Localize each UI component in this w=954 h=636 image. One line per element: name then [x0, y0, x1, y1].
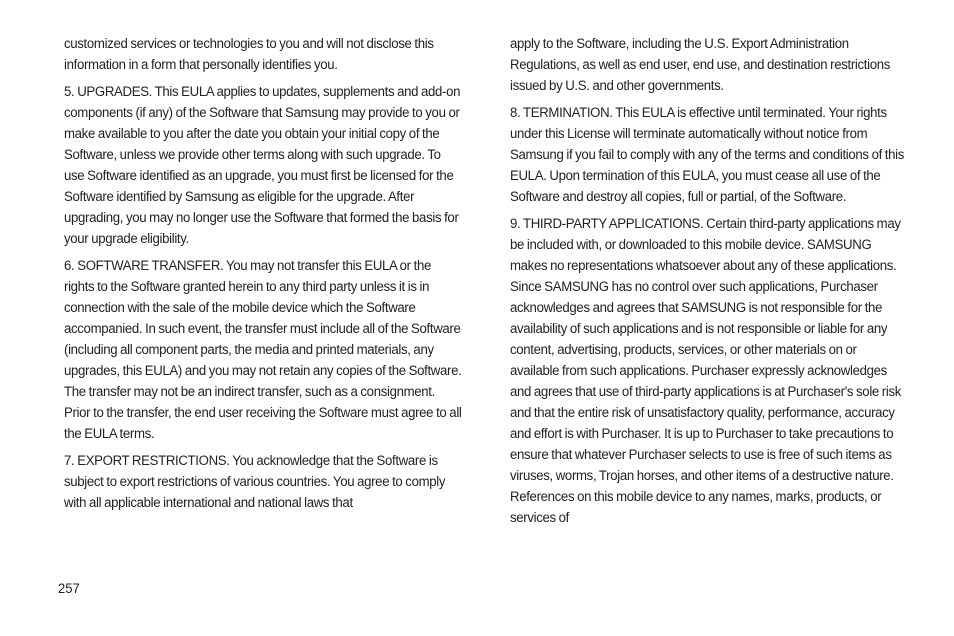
paragraph-upgrades: 5. UPGRADES. This EULA applies to updates, supplements and add-on components (if any) of the Software that Samsung may provide to you or make available to you after the date you obtain your initial copy of the Software, unless we provide other terms along with such upgrade. To use Software identified as an upgrade, you must first be licensed for the Software identified by Samsung as eligible for the upgrade. After upgrading, you may no longer use the Software that formed the basis for your upgrade eligibility.	[64, 84, 461, 247]
paragraph-export-restrictions: 7. EXPORT RESTRICTIONS. You acknowledge that the Software is subject to export restrictions of various countries. You agree to comply with all applicable international and national laws that	[64, 453, 446, 511]
paragraph-software-transfer: 6. SOFTWARE TRANSFER. You may not transfer this EULA or the rights to the Software granted herein to any third party unless it is in connection with the sale of the mobile device which the Software accompanied. In such event, the transfer must include all of the Software (including all component parts, the media and printed materials, any upgrades, this EULA) and you may not retain any copies of the Software. The transfer may not be an indirect transfer, such as a consignment. Prior to the transfer, the end user receiving the Software must agree to all the EULA terms.	[64, 258, 462, 442]
left-column	[64, 34, 462, 520]
page-number: 257	[58, 580, 80, 596]
paragraph-export-continuation: apply to the Software, including the U.S. Export Administration Regulations, as well as end user, end use, and destination restrictions issued by U.S. and other governments.	[510, 36, 891, 94]
paragraph-termination: 8. TERMINATION. This EULA is effective until terminated. Your rights under this License will terminate automatically without notice from Samsung if you fail to comply with any of the terms and conditions of this EULA. Upon termination of this EULA, you must cease all use of the Software and destroy all copies, full or partial, of the Software.	[510, 105, 905, 205]
right-column	[510, 34, 908, 535]
paragraph-third-party-applications: 9. THIRD-PARTY APPLICATIONS. Certain third-party applications may be included with, or downloaded to this mobile device. SAMSUNG makes no representations whatsoever about any of these applications. Since SAMSUNG has no control over such applications, Purchaser acknowledges and agrees that SAMSUNG is not responsible for the availability of such applications and is not responsible or liable for any content, advertising, products, services, or other materials on or available from such applications. Purchaser expressly acknowledges and agrees that use of third-party applications is at Purchaser's sole risk and that the entire risk of unsatisfactory quality, performance, accuracy and effort is with Purchaser. It is up to Purchaser to take precautions to ensure that whatever Purchaser selects to use is free of such items as viruses, worms, Trojan horses, and other items of a destructive nature. References on this mobile device to any names, marks, products, or services of	[510, 216, 902, 526]
paragraph-continuation: customized services or technologies to you and will not disclose this information in a form that personally identifies you.	[64, 36, 434, 73]
